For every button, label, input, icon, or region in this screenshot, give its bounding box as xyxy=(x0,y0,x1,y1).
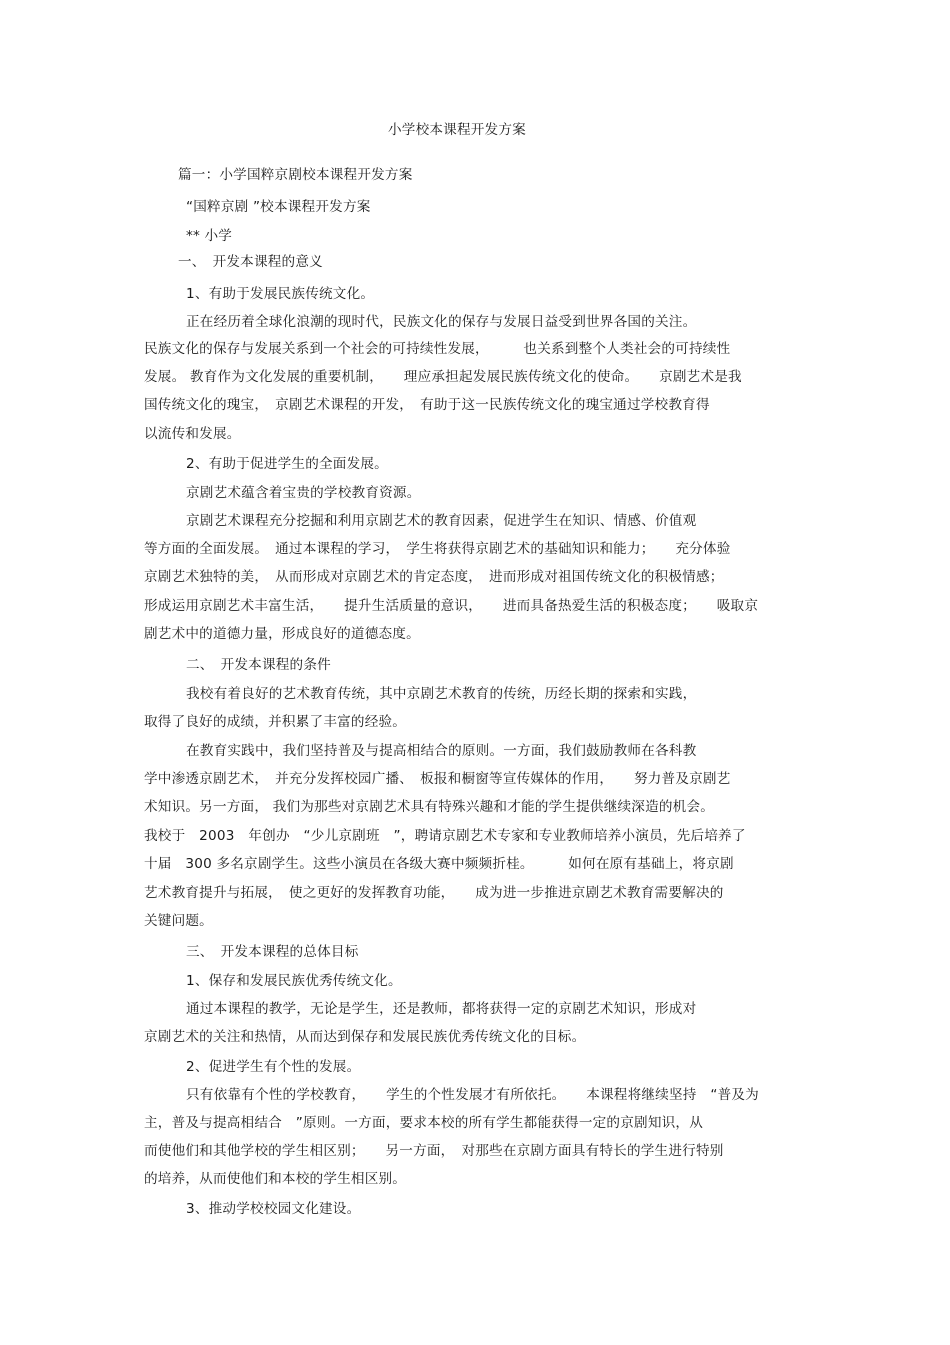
paragraph-line: 我校于 2003 年创办 “少儿京剧班 ”，聘请京剧艺术专家和专业教师培养小演员，先后培养了 xyxy=(144,828,746,844)
paragraph-line: 等方面的全面发展。 通过本课程的学习， 学生将获得京剧艺术的基础知识和能力； 充分体验 xyxy=(144,541,731,557)
paragraph-line: 十届 300 多名京剧学生。这些小演员在各级大赛中频频折桂。 如何在原有基础上，将京剧 xyxy=(144,856,734,872)
paragraph-line: 形成运用京剧艺术丰富生活， 提升生活质量的意识， 进而具备热爱生活的积极态度； 吸取京 xyxy=(144,598,759,614)
subtitle: “国粹京剧 ”校本课程开发方案 xyxy=(186,199,371,215)
paragraph-line: 而使他们和其他学校的学生相区别； 另一方面， 对那些在京剧方面具有特长的学生进行特别 xyxy=(144,1143,724,1159)
paragraph-line: 的培养，从而使他们和本校的学生相区别。 xyxy=(144,1171,407,1187)
paragraph-line: 学中渗透京剧艺术， 并充分发挥校园广播、 板报和橱窗等宣传媒体的作用， 努力普及京剧艺 xyxy=(144,771,731,787)
paragraph-line: 主，普及与提高相结合 ”原则。一方面，要求本校的所有学生都能获得一定的京剧知识，从 xyxy=(144,1115,703,1131)
paragraph-line: 发展。 教育作为文化发展的重要机制， 理应承担起发展民族传统文化的使命。 京剧艺术是我 xyxy=(144,369,742,385)
paragraph-line: 京剧艺术独特的美， 从而形成对京剧艺术的肯定态度， 进而形成对祖国传统文化的积极情感； xyxy=(144,569,724,585)
paragraph-line: 关键问题。 xyxy=(144,913,213,929)
paragraph-line: 术知识。另一方面， 我们为那些对京剧艺术具有特殊兴趣和才能的学生提供继续深造的机会。 xyxy=(144,799,715,815)
paragraph-line: 国传统文化的瑰宝， 京剧艺术课程的开发， 有助于这一民族传统文化的瑰宝通过学校教育得 xyxy=(144,397,710,413)
paragraph-line: 在教育实践中，我们坚持普及与提高相结合的原则。一方面，我们鼓励教师在各科教 xyxy=(186,743,697,759)
paragraph-line: 正在经历着全球化浪潮的现时代，民族文化的保存与发展日益受到世界各国的关注。 xyxy=(186,314,697,330)
paragraph-line: 只有依靠有个性的学校教育， 学生的个性发展才有所依托。 本课程将继续坚持 “普及为 xyxy=(186,1087,759,1103)
paragraph-line: 京剧艺术课程充分挖掘和利用京剧艺术的教育因素，促进学生在知识、情感、价值观 xyxy=(186,513,697,529)
subheading-3-3: 3、推动学校校园文化建设。 xyxy=(186,1201,361,1217)
heading-2: 二、 开发本课程的条件 xyxy=(186,657,331,673)
paragraph-line: 民族文化的保存与发展关系到一个社会的可持续性发展， 也关系到整个人类社会的可持续性 xyxy=(144,341,731,357)
subheading-3-2: 2、促进学生有个性的发展。 xyxy=(186,1059,361,1075)
school-name: ** 小学 xyxy=(186,228,233,244)
paragraph-line: 京剧艺术蕴含着宝贵的学校教育资源。 xyxy=(186,485,421,501)
paragraph-line: 艺术教育提升与拓展， 使之更好的发挥教育功能， 成为进一步推进京剧艺术教育需要解决的 xyxy=(144,885,724,901)
subheading-1-2: 2、有助于促进学生的全面发展。 xyxy=(186,456,388,472)
paragraph-line: 以流传和发展。 xyxy=(144,426,241,442)
section-heading: 篇一：小学国粹京剧校本课程开发方案 xyxy=(178,167,413,183)
paragraph-line: 京剧艺术的关注和热情，从而达到保存和发展民族优秀传统文化的目标。 xyxy=(144,1029,586,1045)
paragraph-line: 我校有着良好的艺术教育传统，其中京剧艺术教育的传统，历经长期的探索和实践， xyxy=(186,686,697,702)
paragraph-line: 通过本课程的教学，无论是学生，还是教师，都将获得一定的京剧艺术知识，形成对 xyxy=(186,1001,697,1017)
paragraph-line: 剧艺术中的道德力量，形成良好的道德态度。 xyxy=(144,626,420,642)
paragraph-line: 取得了良好的成绩，并积累了丰富的经验。 xyxy=(144,714,407,730)
subheading-3-1: 1、保存和发展民族优秀传统文化。 xyxy=(186,973,402,989)
subheading-1-1: 1、有助于发展民族传统文化。 xyxy=(186,286,375,302)
document-title: 小学校本课程开发方案 xyxy=(388,122,526,138)
heading-1: 一、 开发本课程的意义 xyxy=(178,254,323,270)
heading-3: 三、 开发本课程的总体目标 xyxy=(186,944,359,960)
